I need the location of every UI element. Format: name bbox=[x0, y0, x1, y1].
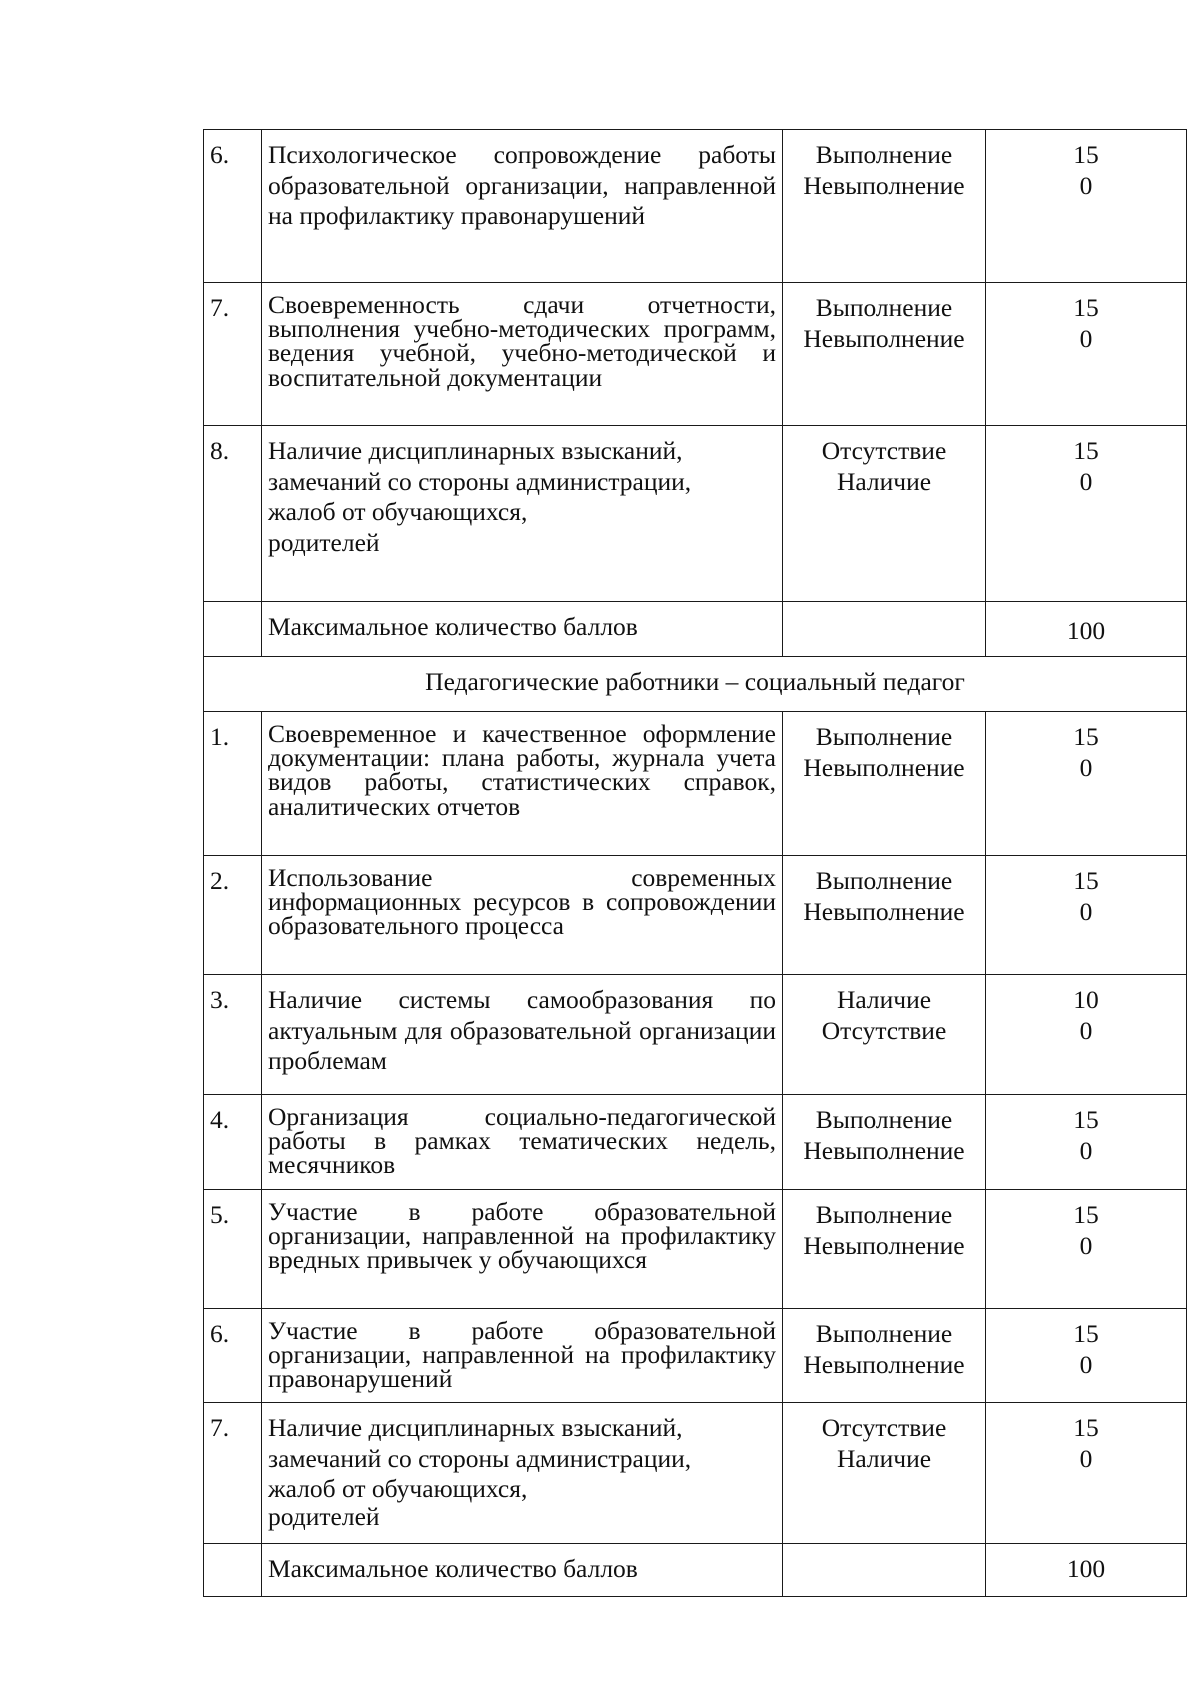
points-cell bbox=[986, 1403, 1187, 1544]
status-positive: Выполнение bbox=[815, 866, 953, 895]
row-number: 7. bbox=[204, 283, 262, 426]
points-negative: 0 bbox=[1079, 1349, 1093, 1379]
status-negative: Невыполнение bbox=[803, 1349, 965, 1379]
status-cell bbox=[783, 712, 986, 856]
points-negative: 0 bbox=[1079, 466, 1093, 496]
row-number: 1. bbox=[204, 712, 262, 856]
status-cell bbox=[783, 975, 986, 1095]
criterion-text: Своевременное и качественное оформление документации: плана работы, журнала учета видов работы, статистических справок, аналитических отчетов bbox=[262, 712, 783, 856]
criterion-line: замечаний со стороны администрации, bbox=[268, 466, 692, 496]
status-cell bbox=[783, 856, 986, 975]
total-points: 100 bbox=[986, 602, 1187, 657]
status-cell bbox=[783, 1403, 986, 1544]
row-number: 2. bbox=[204, 856, 262, 975]
status-positive: Выполнение bbox=[815, 722, 953, 751]
table-row bbox=[204, 426, 1187, 602]
table-row bbox=[204, 856, 1187, 975]
status-positive: Наличие bbox=[836, 985, 932, 1014]
row-number: 6. bbox=[204, 130, 262, 283]
points-positive: 10 bbox=[1073, 985, 1099, 1014]
criterion-text: Участие в работе образовательной организации, направленной на профилактику правонарушений bbox=[262, 1309, 783, 1403]
table-row bbox=[204, 712, 1187, 856]
total-label: Максимальное количество баллов bbox=[262, 602, 783, 657]
points-negative: 0 bbox=[1079, 323, 1093, 353]
criterion-text: Участие в работе образовательной организации, направленной на профилактику вредных привычек у обучающихся bbox=[262, 1190, 783, 1309]
status-negative: Наличие bbox=[836, 466, 932, 496]
table-row bbox=[204, 1190, 1187, 1309]
table-row bbox=[204, 1095, 1187, 1190]
row-number-empty bbox=[204, 1544, 262, 1597]
total-row bbox=[204, 602, 1187, 657]
row-number: 5. bbox=[204, 1190, 262, 1309]
criterion-text: Использование современных информационных ресурсов в сопровождении образовательного процесса bbox=[262, 856, 783, 975]
criterion-text bbox=[262, 1403, 783, 1544]
status-cell-empty bbox=[783, 1544, 986, 1597]
points-negative: 0 bbox=[1079, 896, 1093, 926]
table-row bbox=[204, 130, 1187, 283]
points-cell bbox=[986, 426, 1187, 602]
criterion-text: Наличие системы самообразования по актуальным для образовательной организации проблемам bbox=[262, 975, 783, 1095]
total-row bbox=[204, 1544, 1187, 1597]
status-negative: Невыполнение bbox=[803, 752, 965, 782]
criterion-line: родителей bbox=[268, 527, 380, 557]
points-cell bbox=[986, 975, 1187, 1095]
criterion-line: замечаний со стороны администрации, bbox=[268, 1443, 692, 1473]
status-cell bbox=[783, 1309, 986, 1403]
points-negative: 0 bbox=[1079, 1015, 1093, 1045]
criteria-table bbox=[203, 129, 1187, 1597]
row-number: 7. bbox=[204, 1403, 262, 1544]
points-cell bbox=[986, 130, 1187, 283]
points-negative: 0 bbox=[1079, 1135, 1093, 1165]
points-cell bbox=[986, 1095, 1187, 1190]
status-positive: Выполнение bbox=[815, 140, 953, 169]
points-cell bbox=[986, 856, 1187, 975]
row-number: 8. bbox=[204, 426, 262, 602]
points-positive: 15 bbox=[1073, 1200, 1099, 1229]
points-positive: 15 bbox=[1073, 436, 1099, 465]
points-positive: 15 bbox=[1073, 140, 1099, 169]
points-positive: 15 bbox=[1073, 1319, 1099, 1348]
row-number: 3. bbox=[204, 975, 262, 1095]
points-positive: 15 bbox=[1073, 866, 1099, 895]
status-cell bbox=[783, 1190, 986, 1309]
points-cell bbox=[986, 1190, 1187, 1309]
points-positive: 15 bbox=[1073, 293, 1099, 322]
points-negative: 0 bbox=[1079, 1443, 1093, 1473]
criterion-line: жалоб от обучающихся, bbox=[268, 497, 528, 527]
status-positive: Выполнение bbox=[815, 293, 953, 322]
section-header-row bbox=[204, 657, 1187, 712]
row-number: 6. bbox=[204, 1309, 262, 1403]
points-negative: 0 bbox=[1079, 170, 1093, 200]
criterion-line: Наличие дисциплинарных взысканий, bbox=[268, 436, 683, 465]
table-row bbox=[204, 1309, 1187, 1403]
status-positive: Выполнение bbox=[815, 1105, 953, 1134]
status-negative: Невыполнение bbox=[803, 170, 965, 200]
row-number: 4. bbox=[204, 1095, 262, 1190]
criterion-line: родителей bbox=[268, 1501, 380, 1531]
criterion-text: Организация социально-педагогической работы в рамках тематических недель, месячников bbox=[262, 1095, 783, 1190]
points-positive: 15 bbox=[1073, 1105, 1099, 1134]
status-positive: Отсутствие bbox=[821, 1413, 947, 1442]
total-label: Максимальное количество баллов bbox=[262, 1544, 783, 1597]
status-negative: Невыполнение bbox=[803, 1230, 965, 1260]
status-negative: Наличие bbox=[836, 1443, 932, 1473]
points-positive: 15 bbox=[1073, 722, 1099, 751]
section-title: Педагогические работники – социальный педагог bbox=[204, 657, 1187, 712]
row-number-empty bbox=[204, 602, 262, 657]
points-negative: 0 bbox=[1079, 752, 1093, 782]
status-negative: Отсутствие bbox=[821, 1015, 947, 1045]
table-row bbox=[204, 1403, 1187, 1544]
status-positive: Выполнение bbox=[815, 1319, 953, 1348]
status-positive: Отсутствие bbox=[821, 436, 947, 465]
status-cell-empty bbox=[783, 602, 986, 657]
table-row bbox=[204, 975, 1187, 1095]
total-points: 100 bbox=[986, 1544, 1187, 1597]
points-cell bbox=[986, 1309, 1187, 1403]
criterion-line: жалоб от обучающихся, bbox=[268, 1474, 528, 1504]
status-negative: Невыполнение bbox=[803, 1135, 965, 1165]
status-negative: Невыполнение bbox=[803, 323, 965, 353]
points-positive: 15 bbox=[1073, 1413, 1099, 1442]
table-row bbox=[204, 283, 1187, 426]
criterion-text: Психологическое сопровождение работы образовательной организации, направленной на профилактику правонарушений bbox=[262, 130, 783, 283]
status-positive: Выполнение bbox=[815, 1200, 953, 1229]
status-cell bbox=[783, 1095, 986, 1190]
points-cell bbox=[986, 283, 1187, 426]
criterion-line: Наличие дисциплинарных взысканий, bbox=[268, 1413, 683, 1442]
status-cell bbox=[783, 283, 986, 426]
status-cell bbox=[783, 426, 986, 602]
status-cell bbox=[783, 130, 986, 283]
points-negative: 0 bbox=[1079, 1230, 1093, 1260]
points-cell bbox=[986, 712, 1187, 856]
criterion-text: Своевременность сдачи отчетности, выполнения учебно-методических программ, ведения учебной, учебно-методической и воспитательной документации bbox=[262, 283, 783, 426]
criterion-text bbox=[262, 426, 783, 602]
status-negative: Невыполнение bbox=[803, 896, 965, 926]
